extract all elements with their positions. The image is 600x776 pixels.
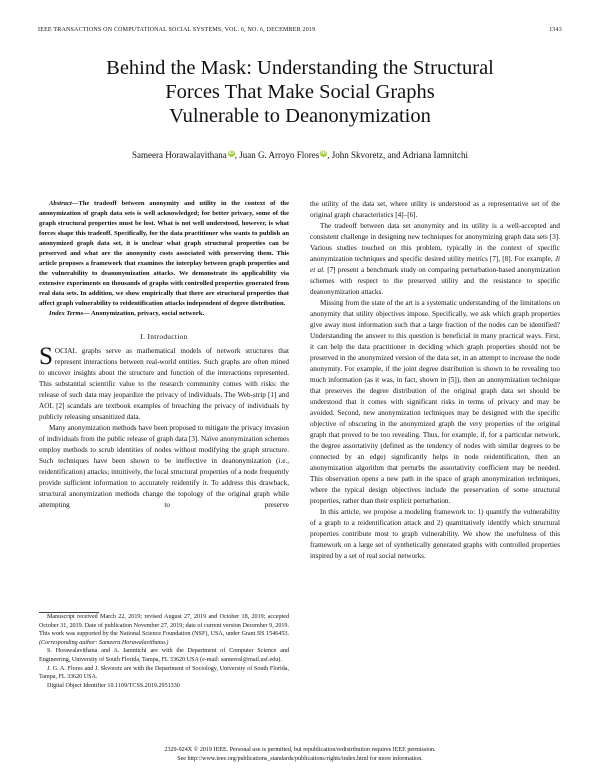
paper-title bbox=[40, 56, 560, 128]
corresponding-author: (Corresponding author: Sameera Horawalavithana.) bbox=[39, 639, 169, 646]
running-header bbox=[38, 27, 562, 37]
author-list bbox=[30, 150, 570, 160]
body-paragraph: Missing from the state of the art is a systematic understanding of the limitations on anonymity that utility objectives impose. Specifically, we ask which graph properties give away most information such that a large fraction of the nodes can be identified? Understanding the answer to this question is beneficial in many practical ways. First, it can help the data practitioner in deciding which graph properties should not be preserved in the anonymized version of the data set, in an attempt to increase the node anonymity. For example, if the joint degree distribution is shown to be revealing too much information (as it was, in fact, shown in [5]), then an anonymization technique that preserves the degree distribution of the original graph data set should be understood that it comes with significant risks in terms of privacy and may be avoided. Second, new anonymization techniques may be designed with the specific objective of obscuring in the anonymized graph the very properties of the original graph that proved to be too revealing. Thus, for example, if, for a particular network, the degree assortativity (defined as the tendency of nodes with similar degrees to be connected by an edge) significantly helps in node reidentification, then an anonymization algorithm that perturbs the assortativity coefficient may be needed. This observation opens a new path in the space of graph anonymization techniques, where the typical design objectives include the preservation of some structural properties, rather than their explicit perturbation. bbox=[310, 299, 560, 505]
abstract-label: Abstract— bbox=[49, 200, 79, 207]
right-column bbox=[310, 199, 560, 562]
abstract bbox=[39, 199, 289, 309]
author-name: , Juan G. Arroyo Flores bbox=[234, 150, 320, 160]
drop-cap: S bbox=[39, 343, 53, 370]
footnote-received: Manuscript received March 22, 2019; revised August 27, 2019 and October 18, 2019; accepted October 31, 2019. Date of publication November 27, 2019; date of current version December 9, 2019. This work was supported by the National Science Foundation (NSF), USA, under Grant IIS 1546453. (Corresponding author: Sameera Horawalavithana.) bbox=[39, 614, 289, 646]
title-line: Behind the Mask: Understanding the Structural bbox=[106, 57, 494, 79]
index-terms-text: Anonymization, privacy, social network. bbox=[90, 310, 205, 317]
journal-name: IEEE TRANSACTIONS ON COMPUTATIONAL SOCIAL SYSTEMS, VOL. 6, NO. 6, DECEMBER 2019 bbox=[38, 27, 316, 33]
copyright-line: 2329-924X © 2019 IEEE. Personal use is permitted, but republication/redistribution requires IEEE permission. bbox=[164, 747, 436, 753]
citation-emphasis: Ji et al. bbox=[310, 255, 560, 274]
intro-text: graphs serve as mathematical models of network structures that represent interactions between real-world entities. Such graphs are often mined to uncover insights about the structure and function of the interactions represented. This substantial scientific value to the research community comes with risks: the release of such data may jeopardize the privacy of individuals. The Web-strip [1] and AOL [2] scandals are textbook examples of breaching the privacy of individuals by publicly releasing unsanitized data. bbox=[39, 347, 289, 421]
author-name: Sameera Horawalavithana bbox=[132, 150, 227, 160]
copyright-notice bbox=[0, 746, 600, 764]
body-paragraph: The tradeoff between data set anonymity and its utility is a well-accepted and consistent challenge in designing new techniques for anonymizing graph data sets [3]. Various studies touched on this problem, typically in the context of specific anonymization techniques and specific desired utility metrics [7], [8]. For example, Ji et al. [7] present a benchmark study on comparing perturbation-based anonymization schemes with respect to the preserved utility and the resistance to specific deanonymization attacks. bbox=[310, 222, 561, 296]
section-heading: I. Introduction bbox=[140, 332, 188, 341]
intro-paragraph bbox=[39, 343, 289, 423]
footnote-affiliation: J. G. A. Flores and J. Skvoretz are with the Department of Sociology, University of South Florida, Tampa, FL 33620 USA. bbox=[39, 665, 289, 681]
body-paragraph: In this article, we propose a modeling framework to: 1) quantify the vulnerability of a graph to a reidentification attack and 2) quantitatively identify which structural properties contribute most to graph vulnerability. We show the usefulness of this framework on a large set of synthetically generated graphs with controlled properties inspired by a set of real social networks. bbox=[310, 508, 560, 560]
footnote-block bbox=[39, 612, 289, 690]
body-paragraph: the utility of the data set, where utility is understood as a representative set of the original graph characteristics [4]–[6]. bbox=[310, 200, 560, 219]
copyright-link[interactable]: See http://www.ieee.org/publications_standards/publications/rights/index.html for more information. bbox=[177, 756, 423, 762]
footnote-affiliation: S. Horawalavithana and A. Iamnitchi are with the Department of Computer Science and Engineering, University of South Florida, Tampa, FL 33620 USA (e-mail: sameeral@mail.usf.edu). bbox=[39, 648, 289, 663]
first-word: OCIAL bbox=[54, 347, 77, 355]
orcid-icon[interactable]: iD bbox=[321, 150, 327, 156]
abstract-text: The tradeoff between anonymity and utility in the context of the anonymization of graph data sets is well acknowledged; for better privacy, some of the graph structural properties must be lost. What is not well understood, however, is what forces shape this tradeoff. Specifically, for the data practitioner who wants to publish an anonymized graph data set, it is unclear what graph structural properties can be preserved and what are the anonymity costs associated with preserving them. This article proposes a framework that examines the interplay between graph properties and the vulnerability to deanonymization attacks. We demonstrate its applicability via extensive experiments on thousands of graphs with controlled properties generated from real data sets. In addition, we show empirically that there are structural properties that affect graph vulnerability to reidentification attacks independent of degree distribution. bbox=[39, 200, 289, 307]
page-number: 1343 bbox=[549, 27, 562, 33]
left-column bbox=[39, 199, 289, 511]
orcid-icon[interactable]: iD bbox=[228, 150, 234, 156]
author-name: , John Skvoretz, and Adriana Iamnitchi bbox=[327, 150, 468, 160]
index-terms bbox=[39, 309, 289, 319]
footnote-doi: Digital Object Identifier 10.1109/TCSS.2019.2951330 bbox=[47, 682, 180, 689]
intro-paragraph: Many anonymization methods have been proposed to mitigate the privacy invasion of individuals from the public release of graph data [3]. Naïve anonymization schemes employ methods to scrub identities of nodes without modifying the graph structure. Such techniques have been shown to be ineffective in deanonymization (i.e., reidentification) attacks; intuitively, the local structural properties of a node frequently provide sufficient information to accurately reidentify it. To address this drawback, structural anonymization methods change the topology of the original graph while attempting to preserve bbox=[39, 424, 289, 509]
title-line: Vulnerable to Deanonymization bbox=[169, 105, 431, 127]
index-terms-label: Index Terms— bbox=[49, 310, 90, 317]
title-line: Forces That Make Social Graphs bbox=[165, 81, 435, 103]
